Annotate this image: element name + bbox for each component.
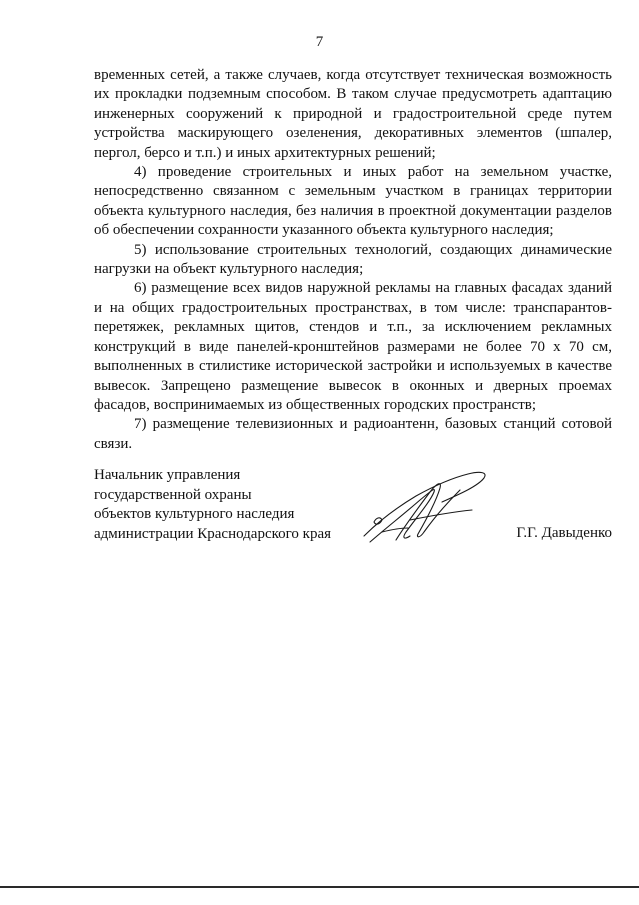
signatory-title-line-3: объектов культурного наследия: [94, 506, 295, 523]
page-bottom-rule: [0, 886, 639, 888]
signature-block: [94, 466, 612, 556]
paragraph-item-7: 7) размещение телевизионных и радиоантенн, базовых станций сотовой связи.: [94, 416, 612, 452]
signatory-name: Г.Г. Давыденко: [516, 525, 612, 542]
signatory-title-line-2: государственной охраны: [94, 486, 252, 503]
handwritten-signature: [356, 462, 496, 548]
paragraph-item-5: 5) использование строительных технологий, создающих динамические нагрузки на объект культурного наследия;: [94, 241, 612, 278]
paragraph-continuation: временных сетей, а также случаев, когда отсутствует техническая возможность их прокладки подземным способом. В таком случае предусмотреть адаптацию инженерных сооружений к природной и градостроительной среде путем устройства маскирующего озеленения, декоративных элементов (шпалер, пергол, берсо и т.п.) и иных архитектурных решений;: [94, 67, 612, 161]
signatory-title-line-4: администрации Краснодарского края: [94, 525, 332, 542]
document-body: [94, 66, 612, 454]
paragraph-item-6: 6) размещение всех видов наружной рекламы на главных фасадах зданий и на общих градостроительных пространствах, в том числе: транспарантов-перетяжек, рекламных щитов, стендов и т.п., за исключением рекламных конструкций в виде панелей-кронштейнов размерами не более 70 х 70 см, выполненных в стилистике исторической застройки и используемых в качестве вывесок. Запрещено размещение вывесок в оконных и дверных проемах фасадов, воспринимаемых из общественных городских пространств;: [94, 280, 612, 413]
page-number: 7: [315, 34, 324, 50]
paragraph-item-4: 4) проведение строительных и иных работ на земельном участке, непосредственно связанном с земельным участком в границах территории объекта культурного наследия, без наличия в проектной документации разделов об обеспечении сохранности указанного объекта культурного наследия;: [94, 164, 612, 239]
signatory-title-line-1: Начальник управления: [94, 467, 241, 483]
